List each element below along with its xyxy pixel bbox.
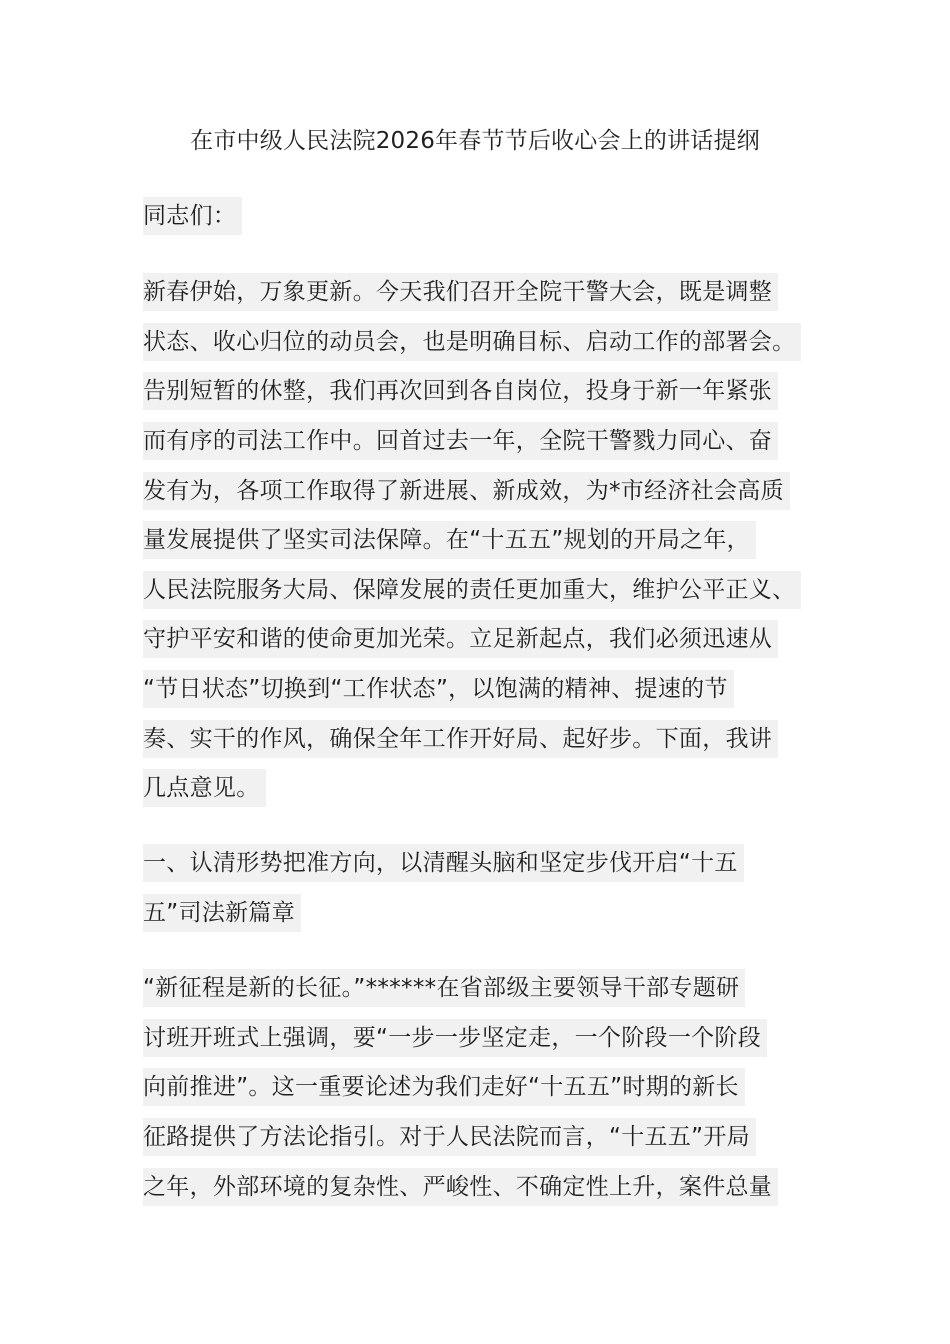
salutation: 同志们： bbox=[143, 197, 242, 235]
paragraph-1-line-7: 人民法院服务大局、保障发展的责任更加重大，维护公平正义、 bbox=[143, 571, 801, 609]
paragraph-2-line-4: 征路提供了方法论指引。对于人民法院而言，“十五五”开局 bbox=[143, 1118, 756, 1156]
document-title: 在市中级人民法院2026年春节节后收心会上的讲话提纲 bbox=[190, 128, 760, 154]
heading-1-line-1: 一、认清形势把准方向，以清醒头脑和坚定步伐开启“十五 bbox=[143, 844, 744, 882]
paragraph-1-line-10: 奏、实干的作风，确保全年工作开好局、起好步。下面，我讲 bbox=[143, 720, 778, 758]
paragraph-1-line-9: “节日状态”切换到“工作状态”，以饱满的精神、提速的节 bbox=[143, 670, 734, 708]
paragraph-2-line-2: 讨班开班式上强调，要“一步一步坚定走，一个阶段一个阶段 bbox=[143, 1019, 767, 1057]
paragraph-1-line-4: 而有序的司法工作中。回首过去一年，全院干警戮力同心、奋 bbox=[143, 422, 778, 460]
paragraph-1-line-6: 量发展提供了坚实司法保障。在“十五五”规划的开局之年， bbox=[143, 521, 756, 559]
paragraph-1-line-1: 新春伊始，万象更新。今天我们召开全院干警大会，既是调整 bbox=[143, 273, 778, 311]
heading-1-line-2: 五”司法新篇章 bbox=[143, 894, 301, 932]
paragraph-1-line-2: 状态、收心归位的动员会，也是明确目标、启动工作的部署会。 bbox=[143, 323, 801, 361]
paragraph-2-line-5: 之年，外部环境的复杂性、严峻性、不确定性上升，案件总量 bbox=[143, 1168, 778, 1206]
paragraph-1-line-3: 告别短暂的休整，我们再次回到各自岗位，投身于新一年紧张 bbox=[143, 372, 778, 410]
paragraph-1-line-5: 发有为，各项工作取得了新进展、新成效，为*市经济社会高质 bbox=[143, 472, 790, 510]
paragraph-2-line-3: 向前推进”。这一重要论述为我们走好“十五五”时期的新长 bbox=[143, 1068, 745, 1106]
paragraph-1-line-8: 守护平安和谐的使命更加光荣。立足新起点，我们必须迅速从 bbox=[143, 620, 778, 658]
paragraph-2-line-1: “新征程是新的长征。”******在省部级主要领导干部专题研 bbox=[143, 969, 745, 1007]
paragraph-1-line-11: 几点意见。 bbox=[143, 769, 266, 807]
